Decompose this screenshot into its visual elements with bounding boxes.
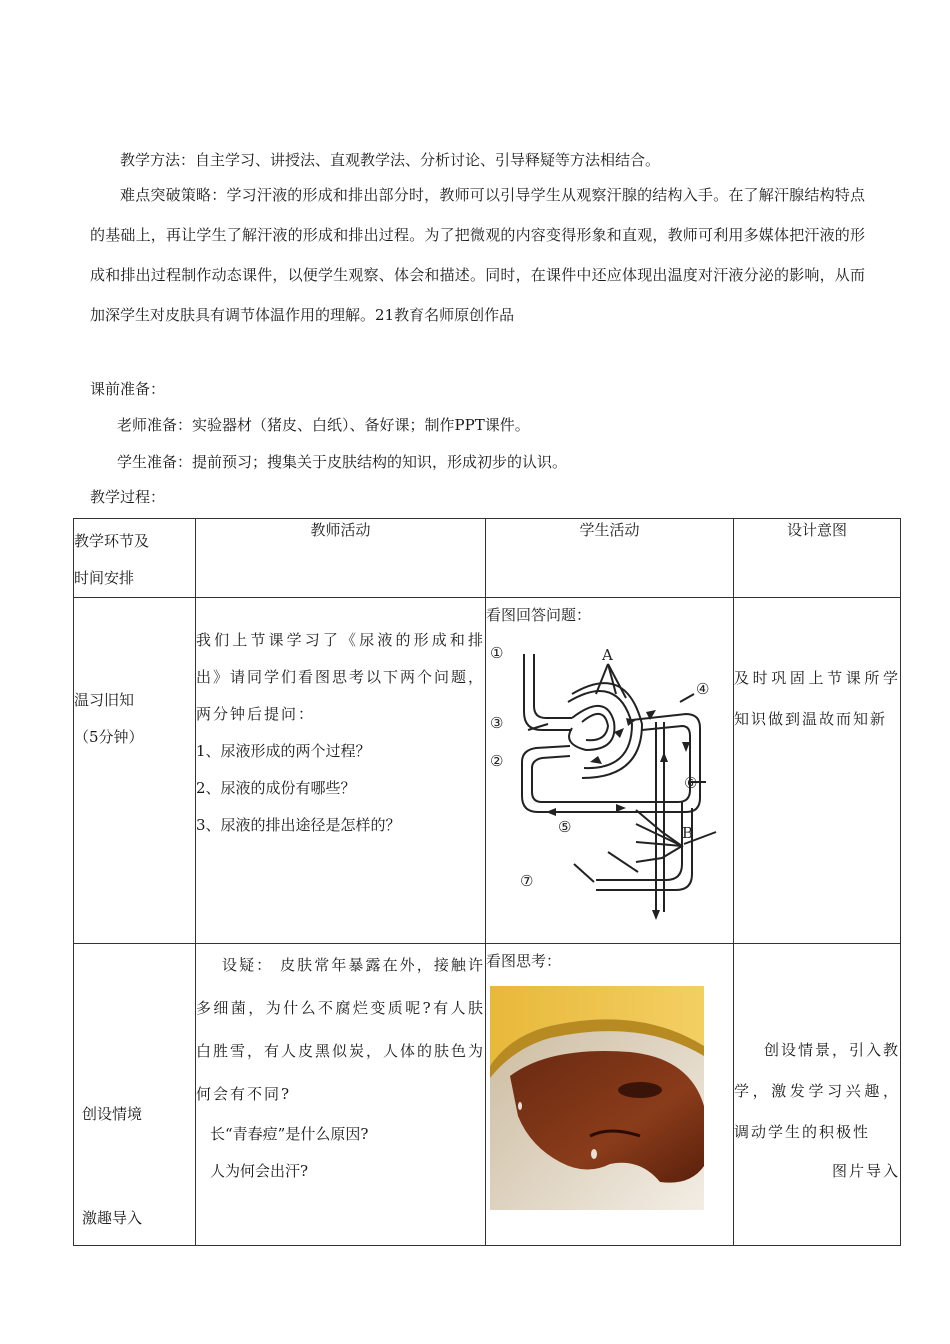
row2-intent-cell xyxy=(734,944,901,1246)
header-stage-line1: 教学环节及 xyxy=(74,532,150,550)
row1-question-3: 3、尿液的排出途径是怎样的？ xyxy=(196,816,401,834)
row2-teacher-question: 设疑： 皮肤常年暴露在外，接触许多细菌，为什么不腐烂变质呢?有人肤白胜雪，有人皮黑似炭，人体的肤色为何会有不同? xyxy=(196,956,486,1103)
row2-teacher-sweat: 人为何会出汗? xyxy=(210,1162,309,1180)
header-row xyxy=(74,519,901,598)
row1-student-text: 看图回答问题： xyxy=(486,606,592,624)
label-A: A xyxy=(602,646,613,664)
row2-teacher-cell xyxy=(196,944,486,1246)
row1-student-cell xyxy=(486,598,734,944)
row1-stage: 温习旧知 xyxy=(74,691,135,709)
label-7: ⑦ xyxy=(520,872,534,890)
label-3: ③ xyxy=(490,714,504,732)
student-prep: 学生准备：提前预习；搜集关于皮肤结构的知识，形成初步的认识。 xyxy=(117,453,568,471)
sweat-drop xyxy=(591,1149,597,1159)
row2-stage-1: 创设情境 xyxy=(82,1105,143,1123)
row1-question-1: 1、尿液形成的两个过程？ xyxy=(196,742,371,760)
row2-teacher-acne: 长“青春痘”是什么原因? xyxy=(210,1125,369,1143)
efferent-vessel xyxy=(534,654,572,718)
process-heading: 教学过程： xyxy=(90,488,166,506)
teacher-prep: 老师准备：实验器材（猪皮、白纸）、备好课；制作PPT课件。 xyxy=(117,416,530,434)
label-2: ② xyxy=(490,752,504,770)
difficulty-strategy: 难点突破策略：学习汗液的形成和排出部分时，教师可以引导学生从观察汗腺的结构入手。在了解汗腺结构特点的基础上，再让学生了解汗液的形成和排出过程。为了把微观的内容变得形象和直观，教师可利用多媒体把汗液的形成和排出过程制作动态课件，以便学生观察、体会和描述。同时，在课件中还应体现出温度对汗液分泌的影响，从而加深学生对皮肤具有调节体温作用的理解。21教育名师原创作品 xyxy=(90,186,865,324)
nephron-diagram xyxy=(486,632,718,922)
label-4: ④ xyxy=(696,680,710,698)
row1-teacher-intro: 我们上节课学习了《尿液的形成和排出》请同学们看图思考以下两个问题，两分钟后提问： xyxy=(196,631,486,723)
header-student xyxy=(486,519,734,598)
teaching-method: 教学方法：自主学习、讲授法、直观教学法、分析讨论、引导释疑等方法相结合。 xyxy=(120,151,661,169)
label-B: B xyxy=(682,824,694,842)
header-student-label: 学生活动 xyxy=(579,521,640,539)
row2-student-cell xyxy=(486,944,734,1246)
row2-intent: 创设情景，引入教学，激发学习兴趣，调动学生的积极性 xyxy=(734,1041,901,1141)
row1-intent: 及时巩固上节课所学知识做到温故而知新 xyxy=(734,669,900,728)
header-teacher-label: 教师活动 xyxy=(310,521,371,539)
header-intent xyxy=(734,519,901,598)
prep-heading: 课前准备： xyxy=(90,380,166,398)
row2-student-text: 看图思考： xyxy=(486,952,562,970)
row1-teacher-cell xyxy=(196,598,486,944)
row1-stage-cell xyxy=(74,598,196,944)
row2-stage-2: 激趣导入 xyxy=(82,1209,143,1227)
row2-intent-note: 图片导入 xyxy=(831,1162,900,1180)
header-intent-label: 设计意图 xyxy=(786,521,847,539)
row1-question-2: 2、尿液的成份有哪些？ xyxy=(196,779,356,797)
header-stage-line2: 时间安排 xyxy=(74,569,135,587)
lesson-table xyxy=(73,518,901,1246)
label-5: ⑤ xyxy=(558,818,572,836)
table-row xyxy=(74,944,901,1246)
label-6: ⑥ xyxy=(684,774,698,792)
label-1: ① xyxy=(490,644,504,662)
row1-intent-cell xyxy=(734,598,901,944)
header-stage xyxy=(74,519,196,598)
header-teacher xyxy=(196,519,486,598)
row1-time: （5分钟） xyxy=(74,728,144,746)
table-row xyxy=(74,598,901,944)
row2-stage-cell xyxy=(74,944,196,1246)
sweating-worker-photo xyxy=(490,986,704,1210)
